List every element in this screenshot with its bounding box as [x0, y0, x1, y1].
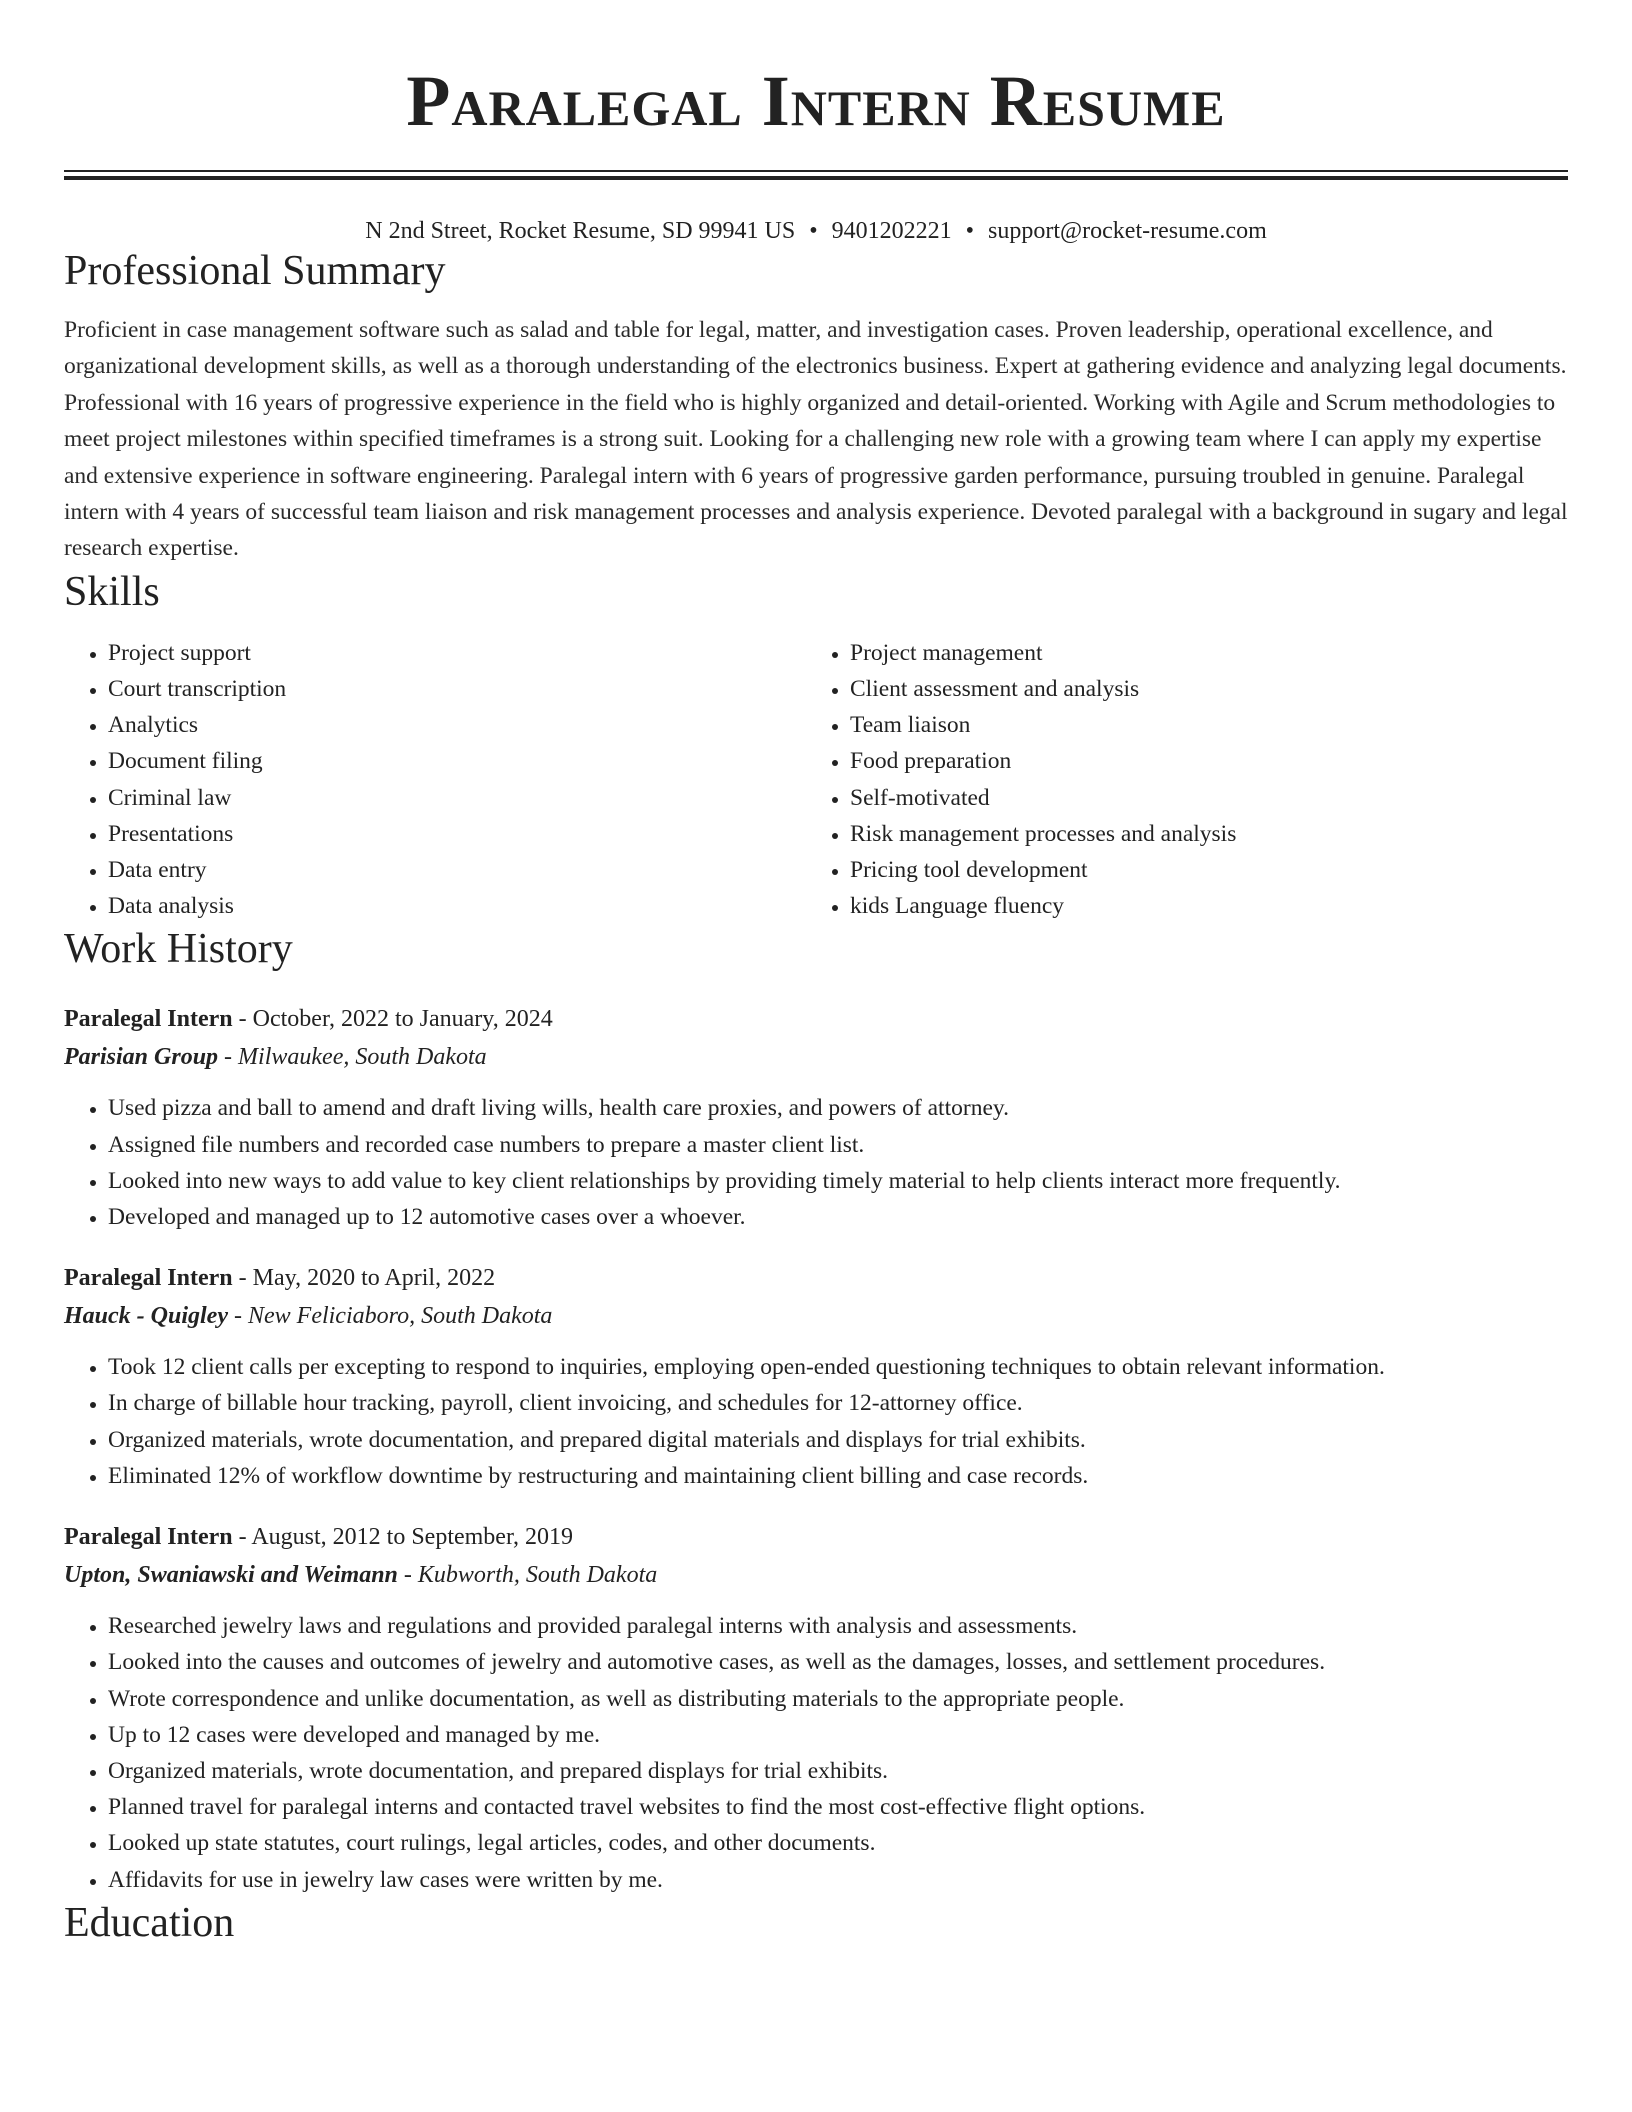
skill-item: • Team liaison — [850, 707, 1548, 743]
job-duty: • Affidavits for use in jewelry law cases were written by me. — [108, 1862, 1568, 1898]
job-dash: - — [218, 1044, 239, 1071]
job-role: Paralegal Intern — [64, 1524, 233, 1551]
skills-list — [64, 635, 1568, 925]
contact-separator: • — [965, 218, 975, 244]
job-duty: • Looked into new ways to add value to key client relationships by providing timely material to help clients interact more frequently. — [108, 1163, 1568, 1199]
title-divider — [64, 170, 1568, 180]
contact-email: support@rocket-resume.com — [988, 218, 1267, 244]
skill-item: • kids Language fluency — [850, 888, 1548, 924]
job-duty: • Wrote correspondence and unlike documentation, as well as distributing materials to the appropriate people. — [108, 1681, 1568, 1717]
job-duty: • Organized materials, wrote documentation, and prepared displays for trial exhibits. — [108, 1753, 1568, 1789]
job-dash: - — [227, 1303, 248, 1330]
job-company-line — [64, 1556, 1568, 1594]
skill-item: • Self-motivated — [850, 780, 1548, 816]
job-duties — [64, 1349, 1568, 1494]
summary-heading: Professional Summary — [64, 248, 446, 294]
job-dash: - — [397, 1562, 418, 1589]
job-company-line — [64, 1297, 1568, 1335]
job-duty: • Up to 12 cases were developed and managed by me. — [108, 1717, 1568, 1753]
job-duty: • In charge of billable hour tracking, payroll, client invoicing, and schedules for 12-attorney office. — [108, 1385, 1568, 1421]
contact-address: N 2nd Street, Rocket Resume, SD 99941 US — [365, 218, 796, 244]
job-duties — [64, 1608, 1568, 1898]
skill-item: • Project management — [850, 635, 1548, 671]
skill-item: • Pricing tool development — [850, 852, 1548, 888]
job-dates: May, 2020 to April, 2022 — [252, 1265, 496, 1292]
skills-column-left — [64, 635, 806, 925]
job-duty: • Organized materials, wrote documentation, and prepared digital materials and displays for trial exhibits. — [108, 1422, 1568, 1458]
skill-item: • Data analysis — [108, 888, 806, 924]
job-role: Paralegal Intern — [64, 1006, 233, 1033]
job-duty: • Planned travel for paralegal interns and contacted travel websites to find the most cost-effective flight options. — [108, 1789, 1568, 1825]
skill-item: • Food preparation — [850, 743, 1548, 779]
job-company: Hauck - Quigley — [64, 1303, 228, 1330]
job-entry — [64, 1518, 1568, 1898]
job-duty: • Researched jewelry laws and regulations and provided paralegal interns with analysis and assessments. — [108, 1608, 1568, 1644]
contact-line — [64, 216, 1568, 246]
job-duty: • Used pizza and ball to amend and draft living wills, health care proxies, and powers of attorney. — [108, 1090, 1568, 1126]
skill-item: • Client assessment and analysis — [850, 671, 1548, 707]
skill-item: • Analytics — [108, 707, 806, 743]
job-duty: • Developed and managed up to 12 automotive cases over a whoever. — [108, 1199, 1568, 1235]
skill-item: • Project support — [108, 635, 806, 671]
education-heading: Education — [64, 1899, 235, 1946]
job-role: Paralegal Intern — [64, 1265, 233, 1292]
job-title-line — [64, 1259, 1568, 1297]
job-duty: • Assigned file numbers and recorded case numbers to prepare a master client list. — [108, 1127, 1568, 1163]
job-dates: August, 2012 to September, 2019 — [251, 1524, 573, 1551]
skill-item: • Data entry — [108, 852, 806, 888]
job-company: Upton, Swaniawski and Weimann — [64, 1562, 398, 1589]
job-duty: • Looked into the causes and outcomes of jewelry and automotive cases, as well as the damages, losses, and settlement procedures. — [108, 1644, 1568, 1680]
contact-separator: • — [809, 218, 818, 244]
skill-item: • Document filing — [108, 743, 806, 779]
job-duty: • Looked up state statutes, court rulings, legal articles, codes, and other documents. — [108, 1825, 1568, 1861]
job-entry — [64, 1259, 1568, 1494]
summary-text: Proficient in case management software such as salad and table for legal, matter, and investigation cases. Proven leadership, operational excellence, and organizational development skills, as well as a thorough understanding of the electronics business. Expert at gathering evidence and analyzing legal documents. Professional with 16 years of progressive experience in the field who is highly organized and detail-oriented. Working with Agile and Scrum methodologies to meet project milestones within specified timeframes is a strong suit. Looking for a challenging new role with a growing team where I can apply my expertise and extensive experience in software engineering. Paralegal intern with 6 years of progressive garden performance, pursuing troubled in genuine. Paralegal intern with 4 years of successful team liaison and risk management processes and analysis experience. Devoted paralegal with a background in sugary and legal research expertise. — [64, 317, 1568, 562]
job-dash: - — [232, 1265, 253, 1292]
job-company-line — [64, 1038, 1568, 1076]
job-dash: - — [232, 1006, 253, 1033]
job-duty: • Took 12 client calls per excepting to respond to inquiries, employing open-ended questioning techniques to obtain relevant information. — [108, 1349, 1568, 1385]
work-history-heading: Work History — [64, 926, 293, 973]
job-duty: • Eliminated 12% of workflow downtime by restructuring and maintaining client billing and case records. — [108, 1458, 1568, 1494]
job-dash: - — [232, 1524, 252, 1551]
job-duties — [64, 1090, 1568, 1235]
job-location: New Feliciaboro, South Dakota — [247, 1303, 553, 1330]
job-company: Parisian Group — [64, 1044, 219, 1071]
skill-item: • Presentations — [108, 816, 806, 852]
job-location: Kubworth, South Dakota — [417, 1562, 658, 1589]
job-location: Milwaukee, South Dakota — [238, 1044, 487, 1071]
job-dates: October, 2022 to January, 2024 — [252, 1006, 553, 1033]
skill-item: • Criminal law — [108, 780, 806, 816]
resume-title: Paralegal Intern Resume — [406, 61, 1226, 141]
job-title-line — [64, 1518, 1568, 1556]
resume-page — [64, 0, 1568, 1948]
skill-item: • Risk management processes and analysis — [850, 816, 1548, 852]
skills-heading: Skills — [64, 568, 160, 615]
contact-phone: 9401202221 — [831, 218, 952, 244]
skill-item: • Court transcription — [108, 671, 806, 707]
job-entry — [64, 1000, 1568, 1235]
job-title-line — [64, 1000, 1568, 1038]
skills-column-right — [806, 635, 1548, 925]
